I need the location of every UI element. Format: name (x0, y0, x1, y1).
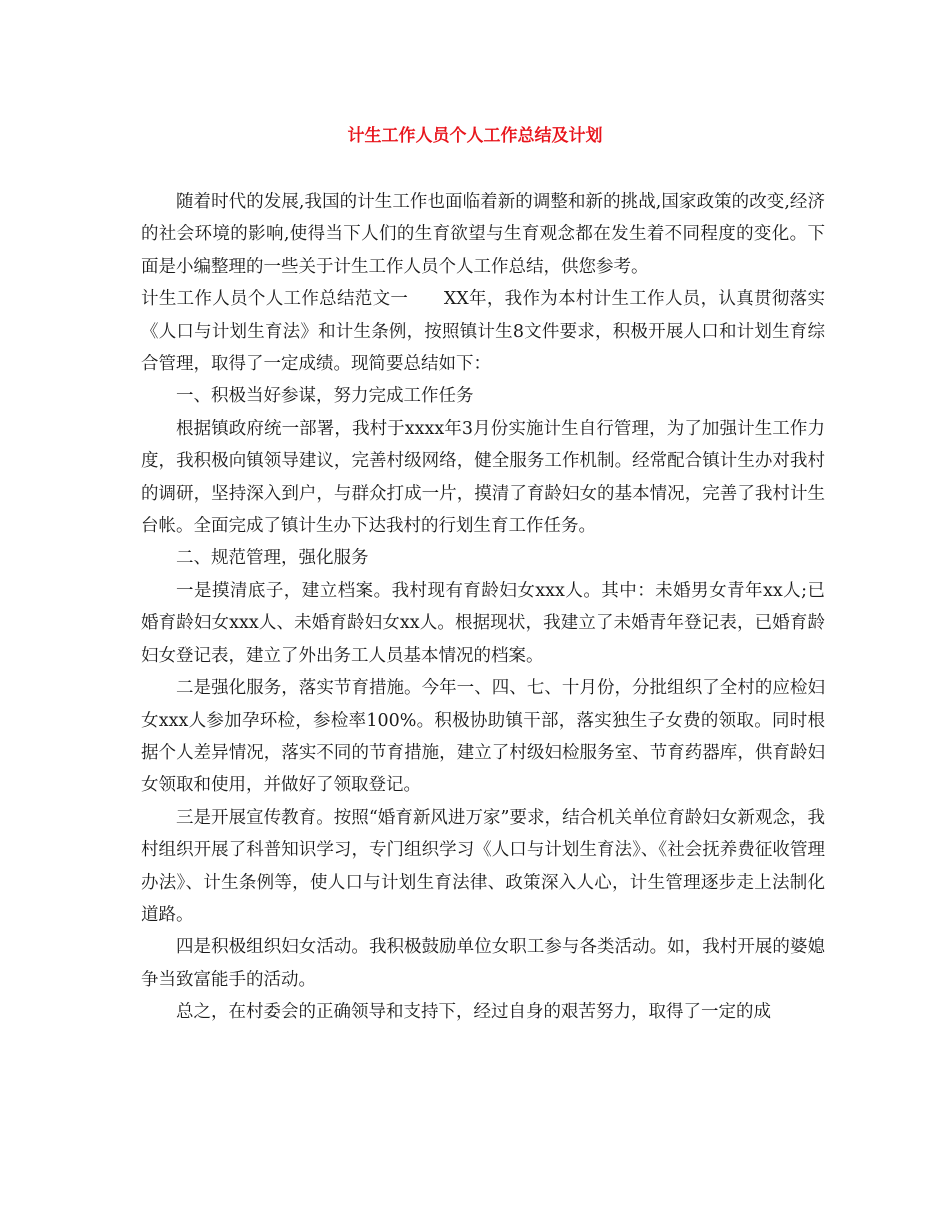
paragraph-intro: 随着时代的发展,我国的计生工作也面临着新的调整和新的挑战,国家政策的改变,经济的社会环境的影响,使得当下人们的生育欲望与生育观念都在发生着不同程度的变化。下面是小编整理的一些关于计生工作人员个人工作总结，供您参考。 (141, 192, 825, 277)
paragraph: 三是开展宣传教育。按照“婚育新风进万家”要求，结合机关单位育龄妇女新观念，我村组织开展了科普知识学习，专门组织学习《人口与计划生育法》、《社会抚养费征收管理办法》、计生条例等，使人口与计划生育法律、政策深入人心，计生管理逐步走上法制化道路。 (141, 807, 825, 925)
section-heading-2: 二、规范管理，强化服务 (176, 548, 369, 569)
paragraph: 四是积极组织妇女活动。我积极鼓励单位女职工参与各类活动。如，我村开展的婆媳争当致富能手的活动。 (141, 937, 825, 990)
paragraph: 二是强化服务，落实节育措施。今年一、四、七、十月份，分批组织了全村的应检妇女xxx人参加孕环检，参检率100%。积极协助镇干部，落实独生子女费的领取。同时根据个人差异情况，落实不同的节育措施，建立了村级妇检服务室、节育药器库，供育龄妇女领取和使用，并做好了领取登记。 (141, 678, 825, 796)
paragraph-sample-one: 计生工作人员个人工作总结范文一 XX年，我作为本村计生工作人员，认真贯彻落实《人口与计划生育法》和计生条例，按照镇计生8文件要求，积极开展人口和计划生育综合管理，取得了一定成绩。现简要总结如下： (141, 289, 825, 375)
paragraph-conclusion: 总之，在村委会的正确领导和支持下，经过自身的艰苦努力，取得了一定的成 (176, 1002, 771, 1023)
paragraph: 根据镇政府统一部署，我村于xxxx年3月份实施计生自行管理，为了加强计生工作力度，我积极向镇领导建议，完善村级网络，健全服务工作机制。经常配合镇计生办对我村的调研，坚持深入到户，与群众打成一片，摸清了育龄妇女的基本情况，完善了我村计生台帐。全面完成了镇计生办下达我村的行划生育工作任务。 (141, 418, 825, 537)
paragraph: 一是摸清底子，建立档案。我村现有育龄妇女xxx人。其中：未婚男女青年xx人;已婚育龄妇女xxx人、未婚育龄妇女xx人。根据现状，我建立了未婚青年登记表，已婚育龄妇女登记表，建立了外出务工人员基本情况的档案。 (141, 580, 825, 666)
document-title: 计生工作人员个人工作总结及计划 (347, 126, 603, 146)
document-body (141, 186, 825, 1029)
section-heading-1: 一、积极当好参谋，努力完成工作任务 (176, 386, 474, 407)
